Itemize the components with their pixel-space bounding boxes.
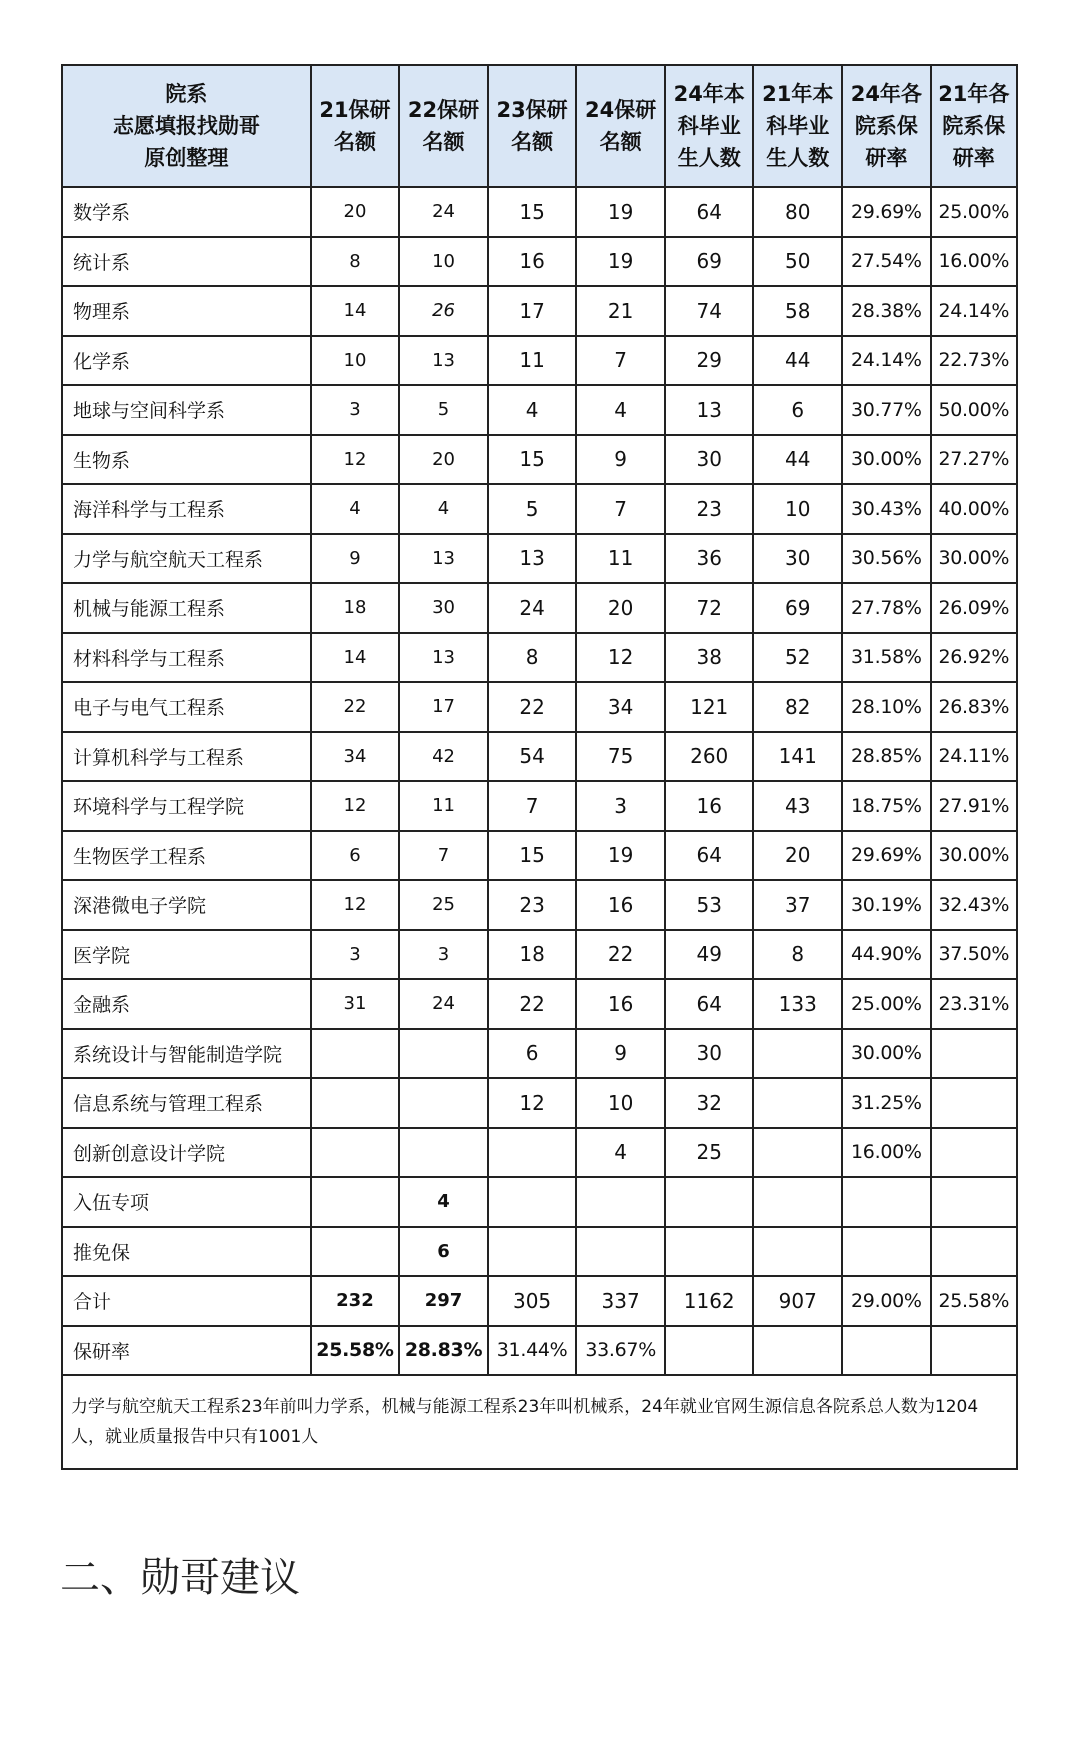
- table-cell: [753, 1227, 842, 1277]
- table-row: [62, 1276, 1017, 1326]
- table-cell: 42: [399, 732, 488, 782]
- table-cell: 9: [576, 1029, 665, 1079]
- table-row: [62, 930, 1017, 980]
- table-cell: 27.54%: [842, 237, 931, 287]
- column-header-line: 科毕业: [766, 114, 830, 138]
- table-cell: 14: [311, 633, 400, 683]
- column-header-line: 21年各: [938, 82, 1010, 106]
- table-row: [62, 1078, 1017, 1128]
- table-cell: 907: [753, 1276, 842, 1326]
- table-cell: [931, 1078, 1017, 1128]
- table-cell: 30.56%: [842, 534, 931, 584]
- table-cell: 28.10%: [842, 682, 931, 732]
- table-cell: [931, 1128, 1017, 1178]
- column-header-line: 院系: [165, 82, 208, 106]
- table-cell: 22: [576, 930, 665, 980]
- table-row: [62, 1029, 1017, 1079]
- table-cell: 24.14%: [842, 336, 931, 386]
- table-cell: [399, 1078, 488, 1128]
- table-cell: 74: [665, 286, 754, 336]
- table-cell: 31.25%: [842, 1078, 931, 1128]
- table-cell: 31.58%: [842, 633, 931, 683]
- table-cell: [753, 1177, 842, 1227]
- table-note: 力学与航空航天工程系23年前叫力学系，机械与能源工程系23年叫机械系，24年就业官网生源信息各院系总人数为1204人，就业质量报告中只有1001人: [62, 1375, 1017, 1469]
- table-cell: 121: [665, 682, 754, 732]
- table-cell: 29.00%: [842, 1276, 931, 1326]
- table-cell: 12: [311, 435, 400, 485]
- table-cell: 12: [311, 880, 400, 930]
- table-cell: [753, 1078, 842, 1128]
- table-cell: 64: [665, 979, 754, 1029]
- table-cell: 15: [488, 435, 577, 485]
- table-cell: 260: [665, 732, 754, 782]
- table-cell: [311, 1078, 400, 1128]
- table-cell: 16.00%: [842, 1128, 931, 1178]
- table-cell: 25.58%: [931, 1276, 1017, 1326]
- table-row: [62, 1177, 1017, 1227]
- table-cell: 12: [311, 781, 400, 831]
- table-cell: 14: [311, 286, 400, 336]
- department-name: 统计系: [62, 237, 311, 287]
- table-cell: 8: [488, 633, 577, 683]
- table-cell: 24.11%: [931, 732, 1017, 782]
- column-header: [488, 65, 577, 187]
- table-cell: 20: [399, 435, 488, 485]
- table-cell: 12: [576, 633, 665, 683]
- table-header-row: [62, 65, 1017, 187]
- table-cell: 11: [576, 534, 665, 584]
- table-cell: 64: [665, 831, 754, 881]
- table-cell: 18: [488, 930, 577, 980]
- table-cell: 11: [399, 781, 488, 831]
- table-cell: 29.69%: [842, 187, 931, 237]
- table-cell: [399, 1128, 488, 1178]
- table-cell: 7: [576, 484, 665, 534]
- column-header-line: 24年各: [850, 82, 922, 106]
- table-cell: 30: [665, 435, 754, 485]
- table-cell: 26.09%: [931, 583, 1017, 633]
- table-row: [62, 979, 1017, 1029]
- department-name: 电子与电气工程系: [62, 682, 311, 732]
- table-cell: [311, 1177, 400, 1227]
- table-cell: 18.75%: [842, 781, 931, 831]
- table-cell: 22: [488, 682, 577, 732]
- table-cell: 29: [665, 336, 754, 386]
- column-header: [753, 65, 842, 187]
- table-cell: 50.00%: [931, 385, 1017, 435]
- table-cell: 30.43%: [842, 484, 931, 534]
- column-header-line: 名额: [599, 130, 642, 154]
- table-cell: 3: [311, 385, 400, 435]
- table-cell: 20: [311, 187, 400, 237]
- department-name: 生物医学工程系: [62, 831, 311, 881]
- table-cell: 10: [399, 237, 488, 287]
- table-cell: [931, 1326, 1017, 1376]
- table-cell: 53: [665, 880, 754, 930]
- table-cell: 31.44%: [488, 1326, 577, 1376]
- column-header: [311, 65, 400, 187]
- table-cell: 25: [665, 1128, 754, 1178]
- table-cell: 6: [753, 385, 842, 435]
- table-cell: 4: [399, 484, 488, 534]
- table-row: [62, 1227, 1017, 1277]
- table-cell: 4: [576, 1128, 665, 1178]
- table-cell: [753, 1128, 842, 1178]
- department-name: 创新创意设计学院: [62, 1128, 311, 1178]
- table-cell: 4: [399, 1177, 488, 1227]
- table-row: [62, 633, 1017, 683]
- table-cell: [931, 1177, 1017, 1227]
- department-name: 材料科学与工程系: [62, 633, 311, 683]
- column-header-line: 21保研: [319, 98, 391, 122]
- department-name: 物理系: [62, 286, 311, 336]
- column-header-line: 名额: [422, 130, 465, 154]
- table-cell: 12: [488, 1078, 577, 1128]
- table-cell: 30.00%: [931, 534, 1017, 584]
- table-cell: 232: [311, 1276, 400, 1326]
- table-cell: 9: [576, 435, 665, 485]
- table-cell: [488, 1128, 577, 1178]
- table-cell: 5: [399, 385, 488, 435]
- table-cell: 13: [399, 534, 488, 584]
- table-cell: [488, 1177, 577, 1227]
- table-cell: 16.00%: [931, 237, 1017, 287]
- table-cell: 23: [665, 484, 754, 534]
- table-cell: [665, 1326, 754, 1376]
- column-header-line: 23保研: [496, 98, 568, 122]
- department-name: 推免保: [62, 1227, 311, 1277]
- table-cell: 36: [665, 534, 754, 584]
- table-cell: [311, 1227, 400, 1277]
- table-cell: 44: [753, 435, 842, 485]
- table-cell: 30.00%: [842, 1029, 931, 1079]
- column-header-line: 原创整理: [144, 146, 229, 170]
- table-row: [62, 534, 1017, 584]
- table-body: [62, 187, 1017, 1469]
- table-cell: 22: [488, 979, 577, 1029]
- table-cell: 27.78%: [842, 583, 931, 633]
- column-header-line: 生人数: [677, 146, 741, 170]
- table-cell: 7: [488, 781, 577, 831]
- table-cell: 38: [665, 633, 754, 683]
- table-cell: [576, 1177, 665, 1227]
- column-header: [842, 65, 931, 187]
- table-cell: 28.83%: [399, 1326, 488, 1376]
- table-cell: 27.91%: [931, 781, 1017, 831]
- table-cell: 9: [311, 534, 400, 584]
- table-cell: 30.00%: [842, 435, 931, 485]
- table-cell: 24: [399, 979, 488, 1029]
- table-cell: 19: [576, 237, 665, 287]
- table-cell: 75: [576, 732, 665, 782]
- table-cell: [399, 1029, 488, 1079]
- column-header-line: 院系保: [854, 114, 918, 138]
- table-cell: 43: [753, 781, 842, 831]
- column-header-line: 24保研: [585, 98, 657, 122]
- table-cell: 37.50%: [931, 930, 1017, 980]
- department-name: 生物系: [62, 435, 311, 485]
- column-header-line: 生人数: [766, 146, 830, 170]
- table-cell: 30.19%: [842, 880, 931, 930]
- table-cell: 30: [753, 534, 842, 584]
- table-cell: 80: [753, 187, 842, 237]
- table-cell: [842, 1326, 931, 1376]
- table-cell: 15: [488, 187, 577, 237]
- table-cell: [488, 1227, 577, 1277]
- quota-table: [61, 64, 1018, 1470]
- table-cell: 10: [753, 484, 842, 534]
- table-cell: 34: [311, 732, 400, 782]
- column-header-line: 22保研: [407, 98, 480, 122]
- table-row: [62, 1128, 1017, 1178]
- table-cell: 44.90%: [842, 930, 931, 980]
- table-cell: 33.67%: [576, 1326, 665, 1376]
- table-cell: 64: [665, 187, 754, 237]
- table-cell: 24: [488, 583, 577, 633]
- table-cell: 37: [753, 880, 842, 930]
- department-name: 金融系: [62, 979, 311, 1029]
- table-cell: 44: [753, 336, 842, 386]
- column-header-line: 研率: [865, 146, 908, 170]
- table-cell: 3: [311, 930, 400, 980]
- table-cell: 13: [399, 633, 488, 683]
- table-cell: 16: [576, 979, 665, 1029]
- table-row: [62, 336, 1017, 386]
- department-name: 合计: [62, 1276, 311, 1326]
- department-name: 机械与能源工程系: [62, 583, 311, 633]
- table-cell: [753, 1029, 842, 1079]
- table-cell: 18: [311, 583, 400, 633]
- table-cell: [665, 1177, 754, 1227]
- table-cell: [753, 1326, 842, 1376]
- table-cell: 3: [399, 930, 488, 980]
- table-cell: 25.00%: [931, 187, 1017, 237]
- table-cell: 7: [576, 336, 665, 386]
- column-header: [665, 65, 754, 187]
- table-cell: 69: [753, 583, 842, 633]
- table-cell: [842, 1227, 931, 1277]
- column-header-line: 名额: [333, 130, 376, 154]
- table-cell: 72: [665, 583, 754, 633]
- column-header-line: 21年本: [762, 82, 834, 106]
- table-cell: 30: [399, 583, 488, 633]
- table-cell: 28.85%: [842, 732, 931, 782]
- table-row: [62, 880, 1017, 930]
- table-cell: 305: [488, 1276, 577, 1326]
- table-row: [62, 484, 1017, 534]
- table-cell: 7: [399, 831, 488, 881]
- department-name: 环境科学与工程学院: [62, 781, 311, 831]
- column-header-line: 研率: [952, 146, 995, 170]
- table-cell: 13: [399, 336, 488, 386]
- table-cell: 13: [665, 385, 754, 435]
- table-cell: [576, 1227, 665, 1277]
- table-cell: 6: [311, 831, 400, 881]
- table-cell: 23.31%: [931, 979, 1017, 1029]
- table-cell: 22: [311, 682, 400, 732]
- department-name: 力学与航空航天工程系: [62, 534, 311, 584]
- department-name: 计算机科学与工程系: [62, 732, 311, 782]
- table-cell: [311, 1128, 400, 1178]
- table-cell: 13: [488, 534, 577, 584]
- table-cell: 27.27%: [931, 435, 1017, 485]
- table-cell: 20: [576, 583, 665, 633]
- department-name: 入伍专项: [62, 1177, 311, 1227]
- table-cell: 26: [399, 286, 488, 336]
- table-row: [62, 187, 1017, 237]
- department-name: 数学系: [62, 187, 311, 237]
- table-cell: 16: [488, 237, 577, 287]
- department-name: 信息系统与管理工程系: [62, 1078, 311, 1128]
- table-row: [62, 286, 1017, 336]
- department-name: 保研率: [62, 1326, 311, 1376]
- table-row: [62, 237, 1017, 287]
- table-cell: 25: [399, 880, 488, 930]
- table-cell: 21: [576, 286, 665, 336]
- table-cell: 16: [576, 880, 665, 930]
- table-cell: 6: [488, 1029, 577, 1079]
- table-cell: [665, 1227, 754, 1277]
- table-row: [62, 682, 1017, 732]
- table-cell: 11: [488, 336, 577, 386]
- table-cell: 133: [753, 979, 842, 1029]
- table-cell: 3: [576, 781, 665, 831]
- table-cell: [931, 1227, 1017, 1277]
- table-cell: 49: [665, 930, 754, 980]
- table-cell: 8: [753, 930, 842, 980]
- table-cell: 5: [488, 484, 577, 534]
- table-cell: 24.14%: [931, 286, 1017, 336]
- table-cell: 30: [665, 1029, 754, 1079]
- table-row: [62, 385, 1017, 435]
- department-name: 化学系: [62, 336, 311, 386]
- table-cell: 17: [488, 286, 577, 336]
- table-cell: 141: [753, 732, 842, 782]
- table-cell: 30.00%: [931, 831, 1017, 881]
- department-name: 海洋科学与工程系: [62, 484, 311, 534]
- table-cell: 22.73%: [931, 336, 1017, 386]
- column-header-line: 志愿填报找勋哥: [112, 114, 260, 138]
- table-cell: 69: [665, 237, 754, 287]
- table-row: [62, 732, 1017, 782]
- table-row: [62, 435, 1017, 485]
- table-cell: 4: [576, 385, 665, 435]
- table-cell: 34: [576, 682, 665, 732]
- table-cell: [931, 1029, 1017, 1079]
- department-name: 系统设计与智能制造学院: [62, 1029, 311, 1079]
- table-cell: 19: [576, 831, 665, 881]
- table-cell: 32.43%: [931, 880, 1017, 930]
- column-header: [931, 65, 1017, 187]
- table-cell: 24: [399, 187, 488, 237]
- table-cell: 26.92%: [931, 633, 1017, 683]
- table-cell: 337: [576, 1276, 665, 1326]
- table-cell: 23: [488, 880, 577, 930]
- table-cell: 19: [576, 187, 665, 237]
- table-cell: 25.00%: [842, 979, 931, 1029]
- table-cell: 58: [753, 286, 842, 336]
- table-cell: 297: [399, 1276, 488, 1326]
- table-row: [62, 583, 1017, 633]
- table-cell: 40.00%: [931, 484, 1017, 534]
- table-cell: 26.83%: [931, 682, 1017, 732]
- table-cell: 4: [311, 484, 400, 534]
- table-row: [62, 831, 1017, 881]
- table-cell: 8: [311, 237, 400, 287]
- column-header-line: 名额: [511, 130, 554, 154]
- department-name: 深港微电子学院: [62, 880, 311, 930]
- table-cell: 54: [488, 732, 577, 782]
- table-cell: 52: [753, 633, 842, 683]
- department-name: 地球与空间科学系: [62, 385, 311, 435]
- column-header-line: 科毕业: [677, 114, 741, 138]
- table-cell: [842, 1177, 931, 1227]
- table-cell: 29.69%: [842, 831, 931, 881]
- table-row: [62, 1326, 1017, 1376]
- table-cell: 32: [665, 1078, 754, 1128]
- table-cell: 10: [576, 1078, 665, 1128]
- table-cell: 82: [753, 682, 842, 732]
- department-name: 医学院: [62, 930, 311, 980]
- table-cell: 16: [665, 781, 754, 831]
- table-cell: 1162: [665, 1276, 754, 1326]
- table-cell: 31: [311, 979, 400, 1029]
- table-cell: 17: [399, 682, 488, 732]
- table-row: [62, 781, 1017, 831]
- table-cell: 50: [753, 237, 842, 287]
- column-header-line: 院系保: [942, 114, 1006, 138]
- column-header: [62, 65, 311, 187]
- table-cell: 20: [753, 831, 842, 881]
- column-header-line: 24年本: [673, 82, 745, 106]
- table-cell: 10: [311, 336, 400, 386]
- table-cell: [311, 1029, 400, 1079]
- table-cell: 4: [488, 385, 577, 435]
- table-cell: 6: [399, 1227, 488, 1277]
- column-header: [399, 65, 488, 187]
- table-cell: 28.38%: [842, 286, 931, 336]
- table-note-row: [62, 1375, 1017, 1469]
- section-heading: 二、勋哥建议: [60, 1555, 300, 1601]
- table-cell: 25.58%: [311, 1326, 400, 1376]
- column-header: [576, 65, 665, 187]
- table-cell: 15: [488, 831, 577, 881]
- table-cell: 30.77%: [842, 385, 931, 435]
